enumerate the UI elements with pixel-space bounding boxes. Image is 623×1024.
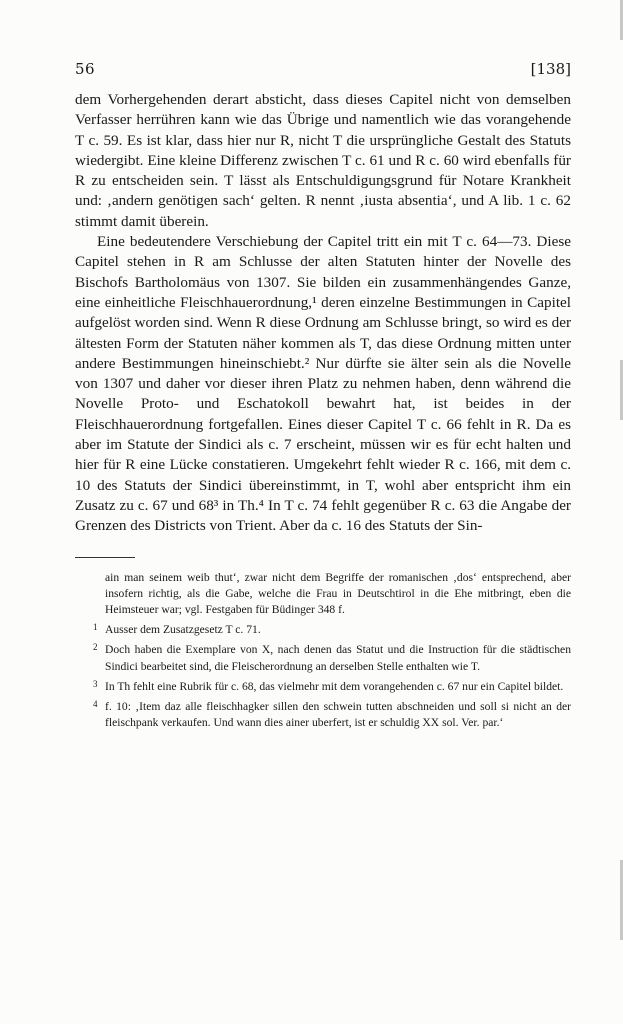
bracket-page-number: [138]: [530, 60, 571, 78]
footnote-divider: [75, 557, 135, 558]
footnote-continued: [75, 570, 571, 619]
footnote-marker: 3: [93, 678, 98, 689]
footnote-text: In Th fehlt eine Rubrik für c. 68, das vielmehr mit dem vorangehenden c. 67 nur ein Capitel bildet.: [105, 679, 564, 693]
footnote-text: ain man seinem weib thut‘, zwar nicht dem Begriffe der romanischen ‚dos‘ entsprechend, aber insofern richtig, als die Gabe, welche die Frau in Deutschtirol in die Ehe mitbringt, eben die Heimsteuer war; vgl. Festgaben für Büdinger 348 f.: [105, 570, 571, 616]
footnote-2: [75, 639, 571, 674]
footnote-marker: 2: [93, 642, 98, 653]
page-number: 56: [75, 60, 96, 78]
footnote-marker: 1: [93, 622, 98, 633]
footnote-marker: 4: [93, 698, 98, 709]
paragraph-1: dem Vorhergehenden derart absticht, dass dieses Capitel nicht von demselben Verfasser herrühren kann wie das Übrige und namentlich wie das vorangehende T c. 59. Es ist klar, dass hier nur R, nicht T die ursprüngliche Gestalt des Statuts wiedergibt. Eine kleine Differenz zwischen T c. 61 und R c. 60 wird ebenfalls für R zu entscheiden sein. T lässt als Entschuldigungsgrund für Notare Krankheit und: ‚andern genötigen sach‘ gelten. R nennt ‚iusta absentia‘, und A lib. 1 c. 62 stimmt damit überein.: [75, 91, 571, 230]
footnote-text: Doch haben die Exemplare von X, nach denen das Statut und die Instruction für die städtischen Sindici bearbeitet sind, die Fleischerordnung an derselben Stelle enthalten wie T.: [105, 643, 571, 673]
footnotes: [75, 570, 571, 732]
book-page: [75, 58, 571, 732]
footnote-3: [75, 676, 571, 695]
footnote-text: f. 10: ‚Item daz alle fleischhagker sillen den schwein tutten abschneiden und soll si nicht an der fleischpank verkaufen. Und wann dies ainer uberfert, ist er schuldig XX sol. Ver. par.‘: [105, 699, 571, 730]
footnote-text: Ausser dem Zusatzgesetz T c. 71.: [105, 623, 261, 637]
paragraph-2: Eine bedeutendere Verschiebung der Capitel tritt ein mit T c. 64—73. Diese Capitel stehen in R am Schlusse der alten Statuten hinter der Novelle des Bischofs Bartholomäus von 1307. Sie bilden ein zusammenhängendes Ganze, eine einheitliche Fleischhauerordnung,¹ deren einzelne Bestimmungen in Capitel aufgelöst worden sind. Wenn R diese Ordnung am Schlusse bringt, so wird es der ältesten Form der Statuten näher kommen als T, das diese Ordnung mitten unter andere Bestimmungen hineinschiebt.² Nur dürfte sie älter sein als die Novelle von 1307 und daher vor dieser ihren Platz zu nehmen haben, denn während die Novelle Proto- und Eschatokoll bewahrt hat, ist beides in der Fleischhauerordnung fortgefallen. Eines dieser Capitel T c. 66 fehlt in R. Da es aber im Statute der Sindici als c. 7 erscheint, müssen wir es für echt halten und hier für R eine Lücke constatieren. Umgekehrt fehlt wieder R c. 166, mit dem c. 10 des Statuts der Sindici übereinstimmt, in T, wohl aber entspricht ihm ein Zusatz zu c. 67 und 68³ in Th.⁴ In T c. 74 fehlt gegenüber R c. 63 die Angabe der Grenzen des Districts von Trient. Aber da c. 16 des Statuts der Sin-: [75, 233, 571, 535]
footnote-1: [75, 619, 571, 638]
page-header: [75, 58, 571, 90]
main-text: [75, 90, 571, 537]
footnote-4: [75, 696, 571, 731]
